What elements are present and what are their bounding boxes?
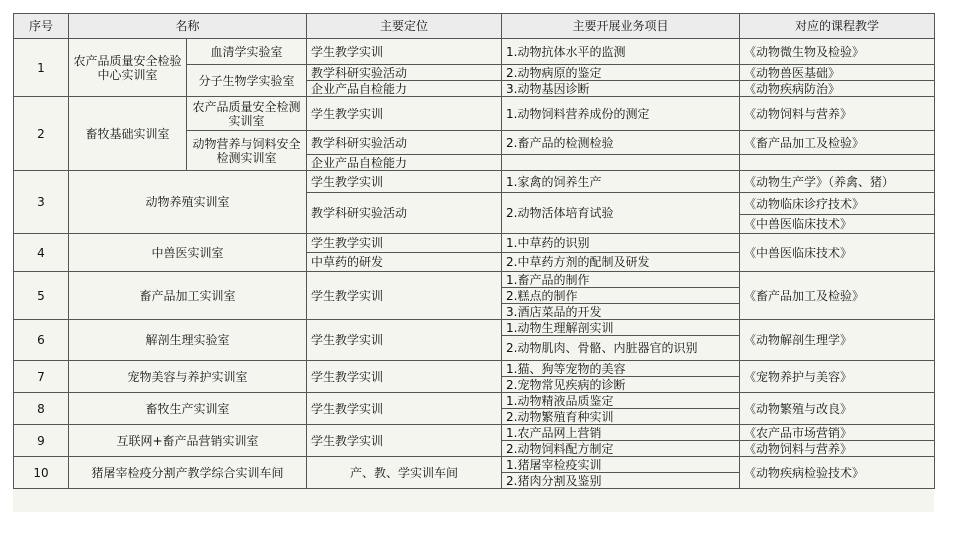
row-number: 8 xyxy=(14,393,69,425)
business-item: 2.动物繁殖育种实训 xyxy=(502,409,740,425)
position-cell: 学生教学实训 xyxy=(307,320,502,361)
lab-table-container xyxy=(13,13,934,512)
header-name: 名称 xyxy=(69,14,307,39)
table-row xyxy=(14,425,935,441)
lab-table xyxy=(13,13,935,489)
course-cell: 《畜产品加工及检验》 xyxy=(740,272,935,320)
lab-name: 畜产品加工实训室 xyxy=(69,272,307,320)
course-cell: 《动物饲料与营养》 xyxy=(740,97,935,131)
header-no: 序号 xyxy=(14,14,69,39)
business-item: 2.糕点的制作 xyxy=(502,288,740,304)
position-cell: 学生教学实训 xyxy=(307,97,502,131)
position-cell: 学生教学实训 xyxy=(307,234,502,253)
position-cell: 教学科研实验活动 xyxy=(307,193,502,234)
row-number: 9 xyxy=(14,425,69,457)
course-cell: 《动物疾病防治》 xyxy=(740,81,935,97)
business-item: 2.动物活体培育试验 xyxy=(502,193,740,234)
table-row xyxy=(14,272,935,288)
lab-name: 畜牧生产实训室 xyxy=(69,393,307,425)
business-item: 1.农产品网上营销 xyxy=(502,425,740,441)
lab-name: 畜牧基础实训室 xyxy=(69,97,187,171)
lab-name: 中兽医实训室 xyxy=(69,234,307,272)
sub-lab-name: 农产品质量安全检测实训室 xyxy=(187,97,307,131)
lab-name: 宠物美容与养护实训室 xyxy=(69,361,307,393)
business-item: 1.动物饲料营养成份的测定 xyxy=(502,97,740,131)
table-row xyxy=(14,97,935,131)
sub-lab-name: 动物营养与饲料安全检测实训室 xyxy=(187,131,307,171)
header-position: 主要定位 xyxy=(307,14,502,39)
course-cell: 《中兽医临床技术》 xyxy=(740,215,935,234)
business-item: 1.中草药的识别 xyxy=(502,234,740,253)
header-business: 主要开展业务项目 xyxy=(502,14,740,39)
row-number: 4 xyxy=(14,234,69,272)
position-cell: 中草药的研发 xyxy=(307,253,502,272)
business-item: 2.动物肌肉、骨骼、内脏器官的识别 xyxy=(502,336,740,361)
row-number: 7 xyxy=(14,361,69,393)
lab-name: 互联网+畜产品营销实训室 xyxy=(69,425,307,457)
business-item: 1.猫、狗等宠物的美容 xyxy=(502,361,740,377)
course-cell: 《动物微生物及检验》 xyxy=(740,39,935,65)
position-cell: 学生教学实训 xyxy=(307,425,502,457)
business-item: 1.猪屠宰检疫实训 xyxy=(502,457,740,473)
position-cell: 学生教学实训 xyxy=(307,361,502,393)
sub-lab-name: 分子生物学实验室 xyxy=(187,65,307,97)
course-cell: 《动物解剖生理学》 xyxy=(740,320,935,361)
position-cell: 企业产品自检能力 xyxy=(307,81,502,97)
table-row xyxy=(14,393,935,409)
table-row xyxy=(14,320,935,336)
row-number: 6 xyxy=(14,320,69,361)
business-item: 1.动物生理解剖实训 xyxy=(502,320,740,336)
business-item: 2.猪肉分割及鉴别 xyxy=(502,473,740,489)
position-cell: 学生教学实训 xyxy=(307,272,502,320)
business-item: 1.畜产品的制作 xyxy=(502,272,740,288)
business-item: 1.动物抗体水平的监测 xyxy=(502,39,740,65)
course-cell: 《宠物养护与美容》 xyxy=(740,361,935,393)
header-row xyxy=(14,14,935,39)
row-number: 10 xyxy=(14,457,69,489)
position-cell: 企业产品自检能力 xyxy=(307,155,502,171)
position-cell: 学生教学实训 xyxy=(307,39,502,65)
course-cell: 《动物疾病检验技术》 xyxy=(740,457,935,489)
course-cell: 《农产品市场营销》 xyxy=(740,425,935,441)
lab-name: 农产品质量安全检验中心实训室 xyxy=(69,39,187,97)
sub-lab-name: 血清学实验室 xyxy=(187,39,307,65)
business-item: 1.家禽的饲养生产 xyxy=(502,171,740,193)
course-cell: 《畜产品加工及检验》 xyxy=(740,131,935,155)
course-cell xyxy=(740,155,935,171)
business-item: 2.动物病原的鉴定 xyxy=(502,65,740,81)
lab-name: 解剖生理实验室 xyxy=(69,320,307,361)
course-cell: 《动物繁殖与改良》 xyxy=(740,393,935,425)
business-item: 2.动物饲料配方制定 xyxy=(502,441,740,457)
business-item: 3.酒店菜品的开发 xyxy=(502,304,740,320)
business-item: 2.宠物常见疾病的诊断 xyxy=(502,377,740,393)
row-number: 1 xyxy=(14,39,69,97)
table-row xyxy=(14,234,935,253)
row-number: 2 xyxy=(14,97,69,171)
course-cell: 《动物生产学》（养禽、猪） xyxy=(740,171,935,193)
business-item xyxy=(502,155,740,171)
row-number: 3 xyxy=(14,171,69,234)
table-row xyxy=(14,361,935,377)
business-item: 2.畜产品的检测检验 xyxy=(502,131,740,155)
lab-name: 动物养殖实训室 xyxy=(69,171,307,234)
position-cell: 学生教学实训 xyxy=(307,171,502,193)
course-cell: 《中兽医临床技术》 xyxy=(740,234,935,272)
course-cell: 《动物饲料与营养》 xyxy=(740,441,935,457)
business-item: 1.动物精液品质鉴定 xyxy=(502,393,740,409)
business-item: 3.动物基因诊断 xyxy=(502,81,740,97)
course-cell: 《动物临床诊疗技术》 xyxy=(740,193,935,215)
table-row xyxy=(14,171,935,193)
business-item: 2.中草药方剂的配制及研发 xyxy=(502,253,740,272)
row-number: 5 xyxy=(14,272,69,320)
position-cell: 教学科研实验活动 xyxy=(307,131,502,155)
position-cell: 学生教学实训 xyxy=(307,393,502,425)
table-row xyxy=(14,457,935,473)
lab-name: 猪屠宰检疫分割产教学综合实训车间 xyxy=(69,457,307,489)
header-course: 对应的课程教学 xyxy=(740,14,935,39)
table-row xyxy=(14,39,935,65)
course-cell: 《动物兽医基础》 xyxy=(740,65,935,81)
position-cell: 产、教、学实训车间 xyxy=(307,457,502,489)
position-cell: 教学科研实验活动 xyxy=(307,65,502,81)
